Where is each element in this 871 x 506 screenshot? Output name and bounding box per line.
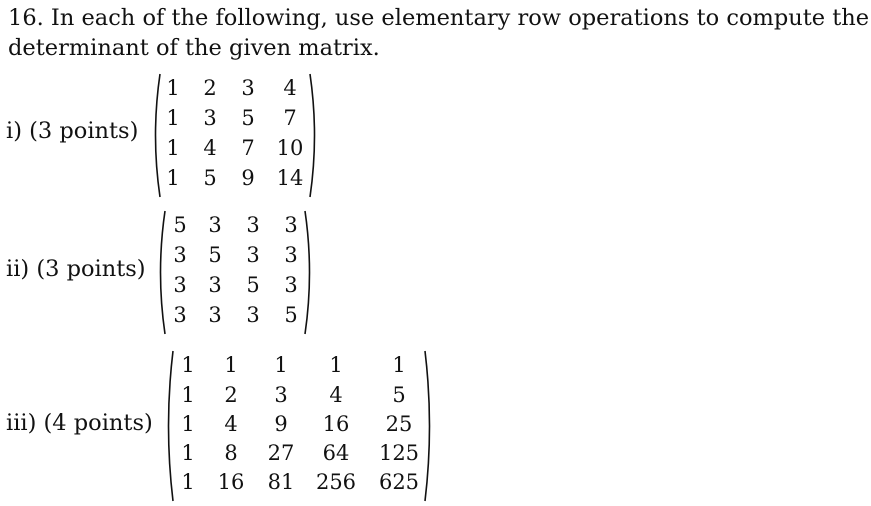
matrix-entry: 3 [246,243,260,267]
matrix-entry: 625 [378,470,420,494]
matrix-entry: 1 [181,441,195,465]
matrix-entry: 4 [329,383,343,407]
matrix-entry: 3 [284,273,298,297]
matrix-entry: 5 [284,303,298,327]
matrix-entry: 4 [224,412,238,436]
matrix-entry: 1 [274,353,288,377]
matrix-entry: 9 [274,412,288,436]
part-3-label: iii) (4 points) [6,410,153,436]
matrix-entry: 3 [173,303,187,327]
problem-statement [8,3,870,63]
matrix-entry: 81 [267,470,295,494]
matrix-entry: 9 [241,166,255,190]
matrix-part-3 [163,350,435,502]
matrix-entry: 5 [173,213,187,237]
matrix-entry: 2 [224,383,238,407]
matrix-entry: 7 [283,106,297,130]
matrix-entry: 64 [322,441,350,465]
matrix-entry: 3 [208,213,222,237]
matrix-entry: 3 [208,273,222,297]
matrix-entry: 10 [276,136,304,160]
matrix-entry: 1 [392,353,406,377]
matrix-entry: 3 [246,303,260,327]
matrix-entry: 3 [284,243,298,267]
matrix-part-1 [150,73,320,198]
matrix-entry: 1 [181,383,195,407]
matrix-entry: 1 [224,353,238,377]
matrix-entry: 16 [217,470,245,494]
matrix-entry: 5 [203,166,217,190]
matrix-entry: 7 [241,136,255,160]
matrix-entry: 3 [208,303,222,327]
matrix-entry: 1 [166,106,180,130]
matrix-entry: 1 [181,412,195,436]
matrix-entry: 3 [241,76,255,100]
matrix-entry: 25 [385,412,413,436]
matrix-entry: 1 [166,166,180,190]
matrix-entry: 5 [208,243,222,267]
matrix-entry: 125 [378,441,420,465]
part-1-label: i) (3 points) [6,118,139,144]
matrix-entry: 3 [274,383,288,407]
matrix-entry: 5 [246,273,260,297]
matrix-entry: 14 [276,166,304,190]
right-parenthesis [423,350,435,502]
matrix-entry: 1 [181,470,195,494]
matrix-entry: 16 [322,412,350,436]
matrix-entry: 1 [329,353,343,377]
problem-line-1: 16. In each of the following, use elementary row operations to compute the [8,5,870,31]
matrix-entry: 4 [283,76,297,100]
matrix-entry: 3 [246,213,260,237]
matrix-entry: 1 [166,136,180,160]
matrix-part-2 [155,210,315,335]
matrix-entry: 4 [203,136,217,160]
matrix-entry: 3 [173,243,187,267]
matrix-entry: 3 [284,213,298,237]
matrix-entry: 1 [181,353,195,377]
matrix-entry: 1 [166,76,180,100]
matrix-entry: 3 [173,273,187,297]
matrix-entry: 5 [392,383,406,407]
matrix-entry: 3 [203,106,217,130]
part-2-label: ii) (3 points) [6,256,146,282]
matrix-entry: 256 [315,470,357,494]
matrix-entry: 27 [267,441,295,465]
matrix-entry: 5 [241,106,255,130]
matrix-entry: 8 [224,441,238,465]
problem-line-2: determinant of the given matrix. [8,35,380,61]
matrix-entry: 2 [203,76,217,100]
